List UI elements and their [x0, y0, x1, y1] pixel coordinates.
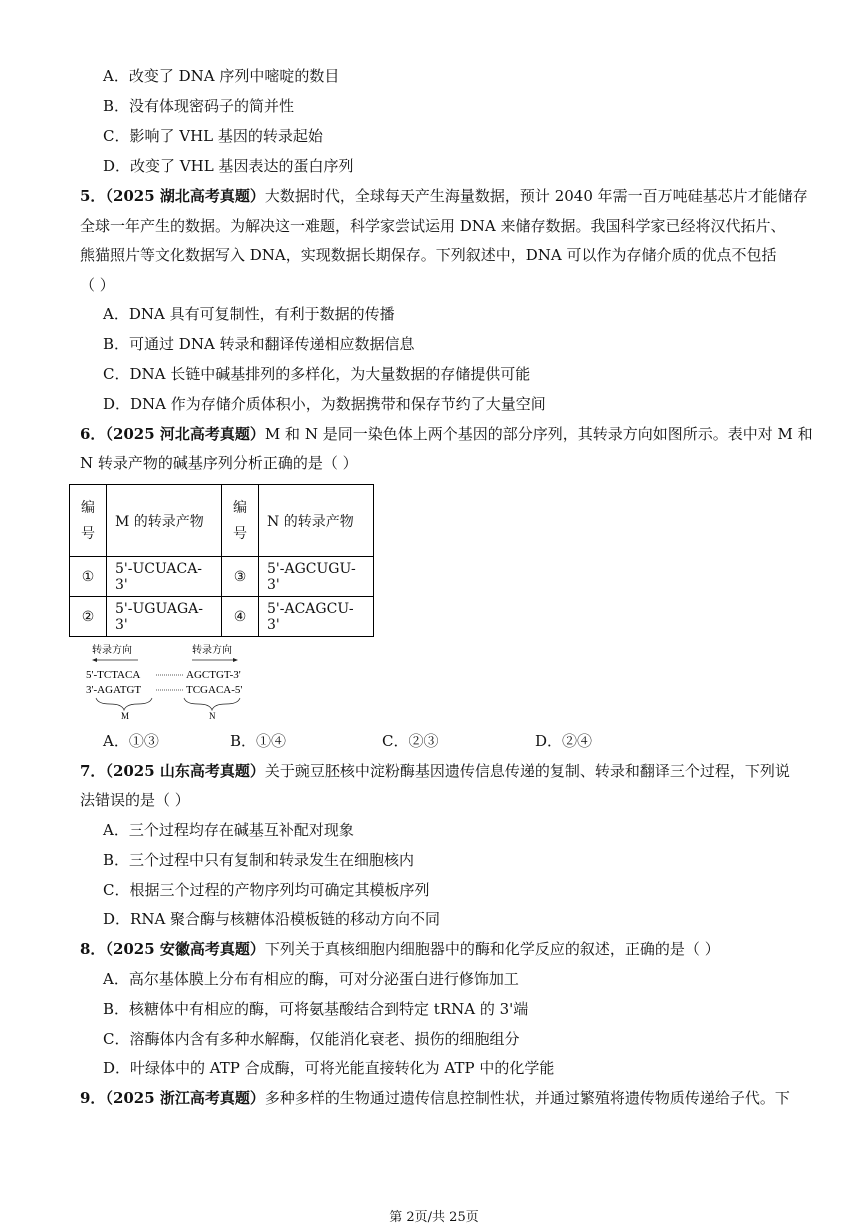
q6-source: （2025 河北高考真题）	[105, 425, 265, 443]
table-row	[70, 557, 374, 597]
strand-bottom-right: TCGACA-5'	[186, 684, 243, 696]
q8-number: 8．	[80, 940, 106, 958]
q5-stem-line-2: 全球一年产生的数据。为解决这一难题，科学家尝试运用 DNA 来储存数据。我国科学家已经将汉代拓片、	[80, 217, 786, 235]
q5-option-d: D．DNA 作为存储介质体积小，为数据携带和保存节约了大量空间	[103, 395, 546, 413]
gene-m-label: M	[121, 711, 130, 720]
q8-option-b: B．核糖体中有相应的酶，可将氨基酸结合到特定 tRNA 的 3'端	[103, 1000, 529, 1018]
q6-option-d: D．②④	[535, 732, 593, 750]
arrow-right-head	[233, 658, 238, 662]
cell-m-product: 5'-UCUACA-3'	[107, 557, 222, 597]
q8-option-c: C．溶酶体内含有多种水解酶，仅能消化衰老、损伤的细胞组分	[103, 1030, 520, 1048]
table-header-row	[70, 485, 374, 557]
strand-bottom-left: 3'-AGATGT	[86, 684, 142, 696]
brace-n	[184, 698, 240, 710]
table-row	[70, 597, 374, 637]
q4-option-c: C．影响了 VHL 基因的转录起始	[103, 127, 323, 145]
q5-option-b: B．可通过 DNA 转录和翻译传递相应数据信息	[103, 335, 415, 353]
q8-stem-text: 下列关于真核细胞内细胞器中的酶和化学反应的叙述，正确的是（ ）	[264, 940, 720, 958]
q6-option-b: B．①④	[230, 732, 287, 750]
q7-stem-line-2: 法错误的是（ ）	[80, 791, 190, 809]
gene-n-label: N	[209, 711, 216, 720]
q4-option-a: A．改变了 DNA 序列中嘧啶的数目	[103, 67, 340, 85]
q6-number: 6．	[80, 425, 106, 443]
page-footer: 第 2页/共 25页	[389, 1210, 479, 1225]
cell-id: ②	[70, 597, 107, 637]
header-id-n: 编号	[222, 485, 259, 557]
strand-top-right: AGCTGT-3'	[186, 669, 241, 681]
cell-id: ④	[222, 597, 259, 637]
q6-stem-line-1	[80, 424, 813, 444]
direction-label-left: 转录方向	[92, 645, 132, 656]
q5-source: （2025 湖北高考真题）	[105, 187, 265, 205]
q9-stem-text: 多种多样的生物通过遗传信息控制性状，并通过繁殖将遗传物质传递给子代。下	[264, 1089, 790, 1107]
q7-option-c: C．根据三个过程的产物序列均可确定其模板序列	[103, 881, 430, 899]
direction-label-right: 转录方向	[192, 645, 232, 656]
q7-stem-text: 关于豌豆胚核中淀粉酶基因遗传信息传递的复制、转录和翻译三个过程，下列说	[264, 762, 790, 780]
cell-id: ③	[222, 557, 259, 597]
q5-option-c: C．DNA 长链中碱基排列的多样化，为大量数据的存储提供可能	[103, 365, 531, 383]
q7-option-b: B．三个过程中只有复制和转录发生在细胞核内	[103, 851, 415, 869]
cell-id: ①	[70, 557, 107, 597]
q4-option-d: D．改变了 VHL 基因表达的蛋白序列	[103, 157, 354, 175]
header-m-product: M 的转录产物	[107, 485, 222, 557]
q7-source: （2025 山东高考真题）	[105, 762, 265, 780]
q6-stem-line-2: N 转录产物的碱基序列分析正确的是（ ）	[80, 454, 358, 472]
q8-option-a: A．高尔基体膜上分布有相应的酶，可对分泌蛋白进行修饰加工	[103, 970, 519, 988]
arrow-left-head	[92, 658, 97, 662]
q5-option-a: A．DNA 具有可复制性，有利于数据的传播	[103, 305, 395, 323]
q8-source: （2025 安徽高考真题）	[105, 940, 265, 958]
q4-option-b: B．没有体现密码子的简并性	[103, 97, 295, 115]
q5-number: 5．	[80, 187, 106, 205]
q8-stem-line-1	[80, 939, 720, 959]
q7-option-d: D．RNA 聚合酶与核糖体沿模板链的移动方向不同	[103, 910, 441, 928]
q6-stem-text: M 和 N 是同一染色体上两个基因的部分序列，其转录方向如图所示。表中对 M 和	[264, 425, 813, 443]
q5-stem-line-3: 熊猫照片等文化数据写入 DNA，实现数据长期保存。下列叙述中，DNA 可以作为存储介质的优点不包括	[80, 246, 777, 264]
dna-transcription-figure	[80, 642, 280, 720]
q9-stem-line-1	[80, 1088, 790, 1108]
q7-number: 7．	[80, 762, 106, 780]
cell-m-product: 5'-UGUAGA-3'	[107, 597, 222, 637]
brace-m	[96, 698, 152, 710]
header-id-m: 编号	[70, 485, 107, 557]
cell-n-product: 5'-ACAGCU-3'	[259, 597, 374, 637]
q7-stem-line-1	[80, 761, 790, 781]
q6-option-c: C．②③	[382, 732, 439, 750]
q5-stem-line-1	[80, 186, 808, 206]
q7-option-a: A．三个过程均存在碱基互补配对现象	[103, 821, 354, 839]
q9-source: （2025 浙江高考真题）	[105, 1089, 265, 1107]
q5-stem-line-4: （ ）	[80, 276, 115, 294]
q6-option-a: A．①③	[103, 732, 159, 750]
transcription-table	[69, 484, 374, 637]
cell-n-product: 5'-AGCUGU-3'	[259, 557, 374, 597]
strand-top-left: 5'-TCTACA	[86, 669, 141, 681]
q5-stem-text: 大数据时代，全球每天产生海量数据，预计 2040 年需一百万吨硅基芯片才能储存	[264, 187, 808, 205]
q9-number: 9．	[80, 1089, 106, 1107]
header-n-product: N 的转录产物	[259, 485, 374, 557]
q8-option-d: D．叶绿体中的 ATP 合成酶，可将光能直接转化为 ATP 中的化学能	[103, 1059, 555, 1077]
